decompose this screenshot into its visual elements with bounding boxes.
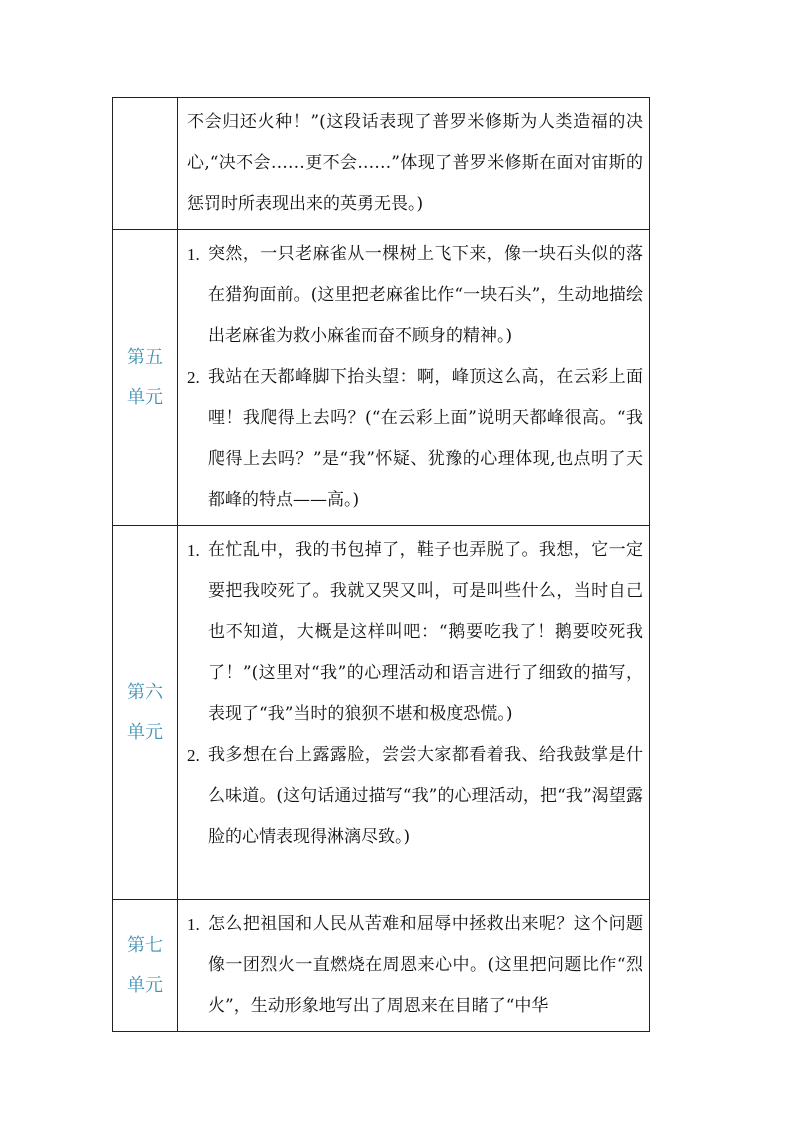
- unit-cell: [113, 230, 178, 526]
- content-table: [112, 97, 650, 1032]
- item-number: 2.: [187, 368, 200, 387]
- content-cell: [178, 900, 650, 1032]
- paragraph: 不会归还火种！”(这段话表现了普罗米修斯为人类造福的决心,“决不会……更不会……”体现了普罗米修斯在面对宙斯的惩罚时所表现出来的英勇无畏。): [187, 112, 643, 214]
- unit-label-line2: 单元: [127, 386, 163, 408]
- item-number: 1.: [187, 541, 200, 560]
- unit-cell: [113, 526, 178, 900]
- content-cell: [178, 230, 650, 526]
- unit-label-line1: 第五: [127, 346, 163, 368]
- item-text: 突然，一只老麻雀从一棵树上飞下来，像一块石头似的落在猎狗面前。(这里把老麻雀比作“一块石头”，生动地描绘出老麻雀为救小麻雀而奋不顾身的精神。): [208, 244, 643, 346]
- list-item: [187, 735, 643, 858]
- item-text: 怎么把祖国和人民从苦难和屈辱中拯救出来呢？这个问题像一团烈火一直燃烧在周恩来心中。(这里把问题比作“烈火”，生动形象地写出了周恩来在目睹了“中华: [208, 914, 643, 1016]
- unit-cell-empty: [113, 98, 178, 230]
- item-number: 2.: [187, 746, 200, 765]
- unit-cell: [113, 900, 178, 1032]
- unit-label-line1: 第七: [127, 934, 163, 956]
- list-item: [187, 357, 643, 521]
- content-cell: [178, 98, 650, 230]
- item-text: 我站在天都峰脚下抬头望：啊，峰顶这么高，在云彩上面哩！我爬得上去吗？(“在云彩上面”说明天都峰很高。“我爬得上去吗？”是“我”怀疑、犹豫的心理体现,也点明了天都峰的特点——高。): [208, 367, 643, 510]
- content-cell: [178, 526, 650, 900]
- unit-label-line2: 单元: [127, 721, 163, 743]
- list-item: [187, 234, 643, 357]
- table-row: [113, 230, 650, 526]
- item-text: 我多想在台上露露脸，尝尝大家都看着我、给我鼓掌是什么味道。(这句话通过描写“我”的心理活动，把“我”渴望露脸的心情表现得淋漓尽致。): [208, 745, 643, 847]
- table-row: [113, 98, 650, 230]
- list-item: [187, 904, 643, 1027]
- item-text: 在忙乱中，我的书包掉了，鞋子也弄脱了。我想，它一定要把我咬死了。我就又哭又叫，可是叫些什么，当时自己也不知道，大概是这样叫吧：“鹅要吃我了！鹅要咬死我了！”(这里对“我”的心理活动和语言进行了细致的描写，表现了“我”当时的狼狈不堪和极度恐慌。): [208, 540, 643, 724]
- list-item: [187, 530, 643, 735]
- table-row: [113, 900, 650, 1032]
- unit-label-line1: 第六: [127, 681, 163, 703]
- unit-label-line2: 单元: [127, 974, 163, 996]
- item-number: 1.: [187, 245, 200, 264]
- item-number: 1.: [187, 915, 200, 934]
- table-row: [113, 526, 650, 900]
